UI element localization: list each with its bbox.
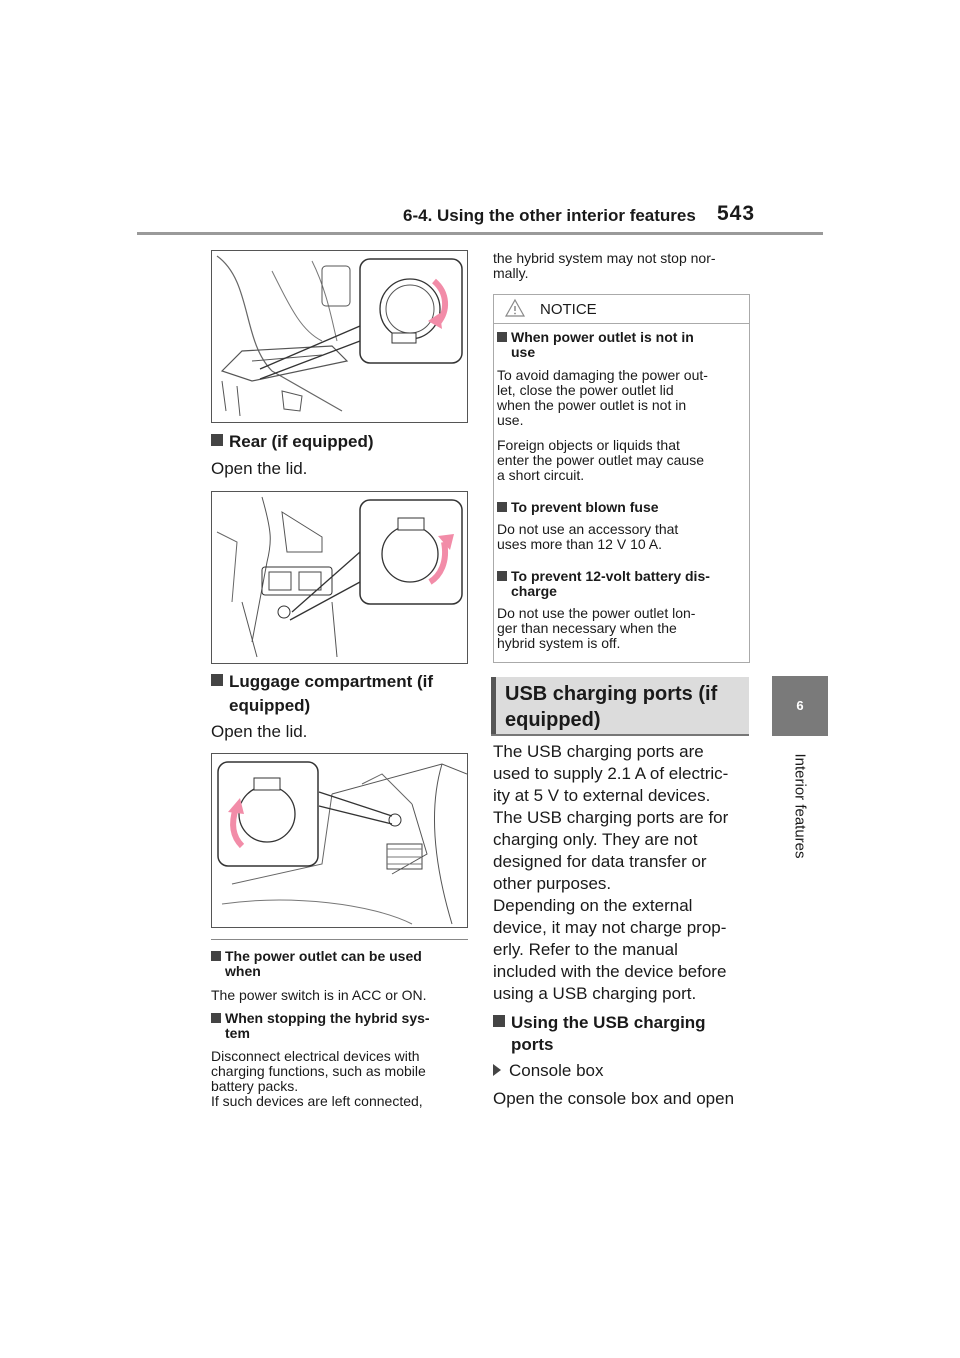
usb-heading: USB charging ports (if equipped) [505,683,718,731]
notice-item1-heading: When power outlet is not in [497,330,694,345]
bullet-square-icon [211,674,223,686]
page-number: 543 [717,202,756,225]
notice-title: NOTICE [540,301,597,318]
notice-item3-heading: To prevent 12-volt battery dis- [497,569,710,584]
notice-item1-text-line3: when the power outlet is not in [497,397,687,413]
bullet-square-icon [493,1015,505,1027]
luggage-instruction: Open the lid. [211,722,308,741]
usb-heading-rule [491,734,749,736]
luggage-heading-line2: equipped) [229,696,311,715]
figure-rear-outlet [211,491,468,664]
figure-front-outlet [211,250,468,423]
note2-text-line1: Disconnect electrical devices with [211,1048,420,1064]
bullet-square-icon [211,951,221,961]
bullet-square-icon [497,571,507,581]
continuation-line2: mally. [493,265,529,281]
notice-item3-text-line1: Do not use the power outlet lon- [497,605,696,621]
chapter-number: 6 [796,698,804,713]
notice-item2-text-line1: Do not use an accessory that [497,521,679,537]
note-rule [211,939,468,940]
notice-item2-text-line2: uses more than 12 V 10 A. [497,536,662,552]
using-usb-heading-line2: ports [511,1035,554,1054]
usb-paragraph: The USB charging ports are used to supply 2.1 A of electric- ity at 5 V to external devices. The USB charging ports are for charging only. They are not designed for data transfer or other purposes. Depending on the external device, it may not charge prop- erly. Refer to the manual included with the device before using a USB charging port. [493,742,729,1003]
luggage-heading: Luggage compartment (if [211,670,433,694]
note1-heading-line2: when [225,963,261,979]
notice-item1-heading-line2: use [511,344,536,360]
notice-item1-text-line1: To avoid damaging the power out- [497,367,708,383]
rear-heading: Rear (if equipped) [211,430,374,454]
using-usb-heading: Using the USB charging [493,1011,706,1035]
notice-item3-heading-line2: charge [511,583,557,599]
notice-item2-heading: To prevent blown fuse [497,500,659,515]
notice-item1-text-line2: let, close the power outlet lid [497,382,674,398]
console-item: Console box [493,1060,604,1082]
note1-heading: The power outlet can be used [211,949,422,964]
notice-item1-text-line4: use. [497,412,524,428]
note2-text-line4: If such devices are left connected, [211,1093,423,1109]
notice-item3-text-line3: hybrid system is off. [497,635,621,651]
notice-item3-text-line2: ger than necessary when the [497,620,677,636]
note2-text-line3: battery packs. [211,1078,299,1094]
bullet-square-icon [497,502,507,512]
notice-item1-text2-line3: a short circuit. [497,467,585,483]
console-instruction: Open the console box and open [493,1089,735,1108]
notice-rule [493,323,750,324]
chapter-label-container [772,744,828,868]
chapter-tab [772,676,828,736]
notice-item1-text2-line1: Foreign objects or liquids that [497,437,680,453]
note1-text: The power switch is in ACC or ON. [211,987,427,1003]
bullet-square-icon [211,434,223,446]
header-rule [137,232,823,235]
figure-luggage-outlet [211,753,468,928]
usb-heading-box [491,677,749,734]
note2-heading-line2: tem [225,1025,250,1041]
bullet-square-icon [211,1013,221,1023]
notice-item1-text2-line2: enter the power outlet may cause [497,452,705,468]
rear-instruction: Open the lid. [211,459,308,478]
note2-text-line2: charging functions, such as mobile [211,1063,426,1079]
bullet-square-icon [497,332,507,342]
chapter-label: Interior features [791,753,809,859]
triangle-bullet-icon [493,1064,501,1076]
note2-heading: When stopping the hybrid sys- [211,1011,430,1026]
warning-icon [504,298,526,318]
continuation-line1: the hybrid system may not stop nor- [493,250,716,266]
section-title: 6-4. Using the other interior features [403,206,696,225]
